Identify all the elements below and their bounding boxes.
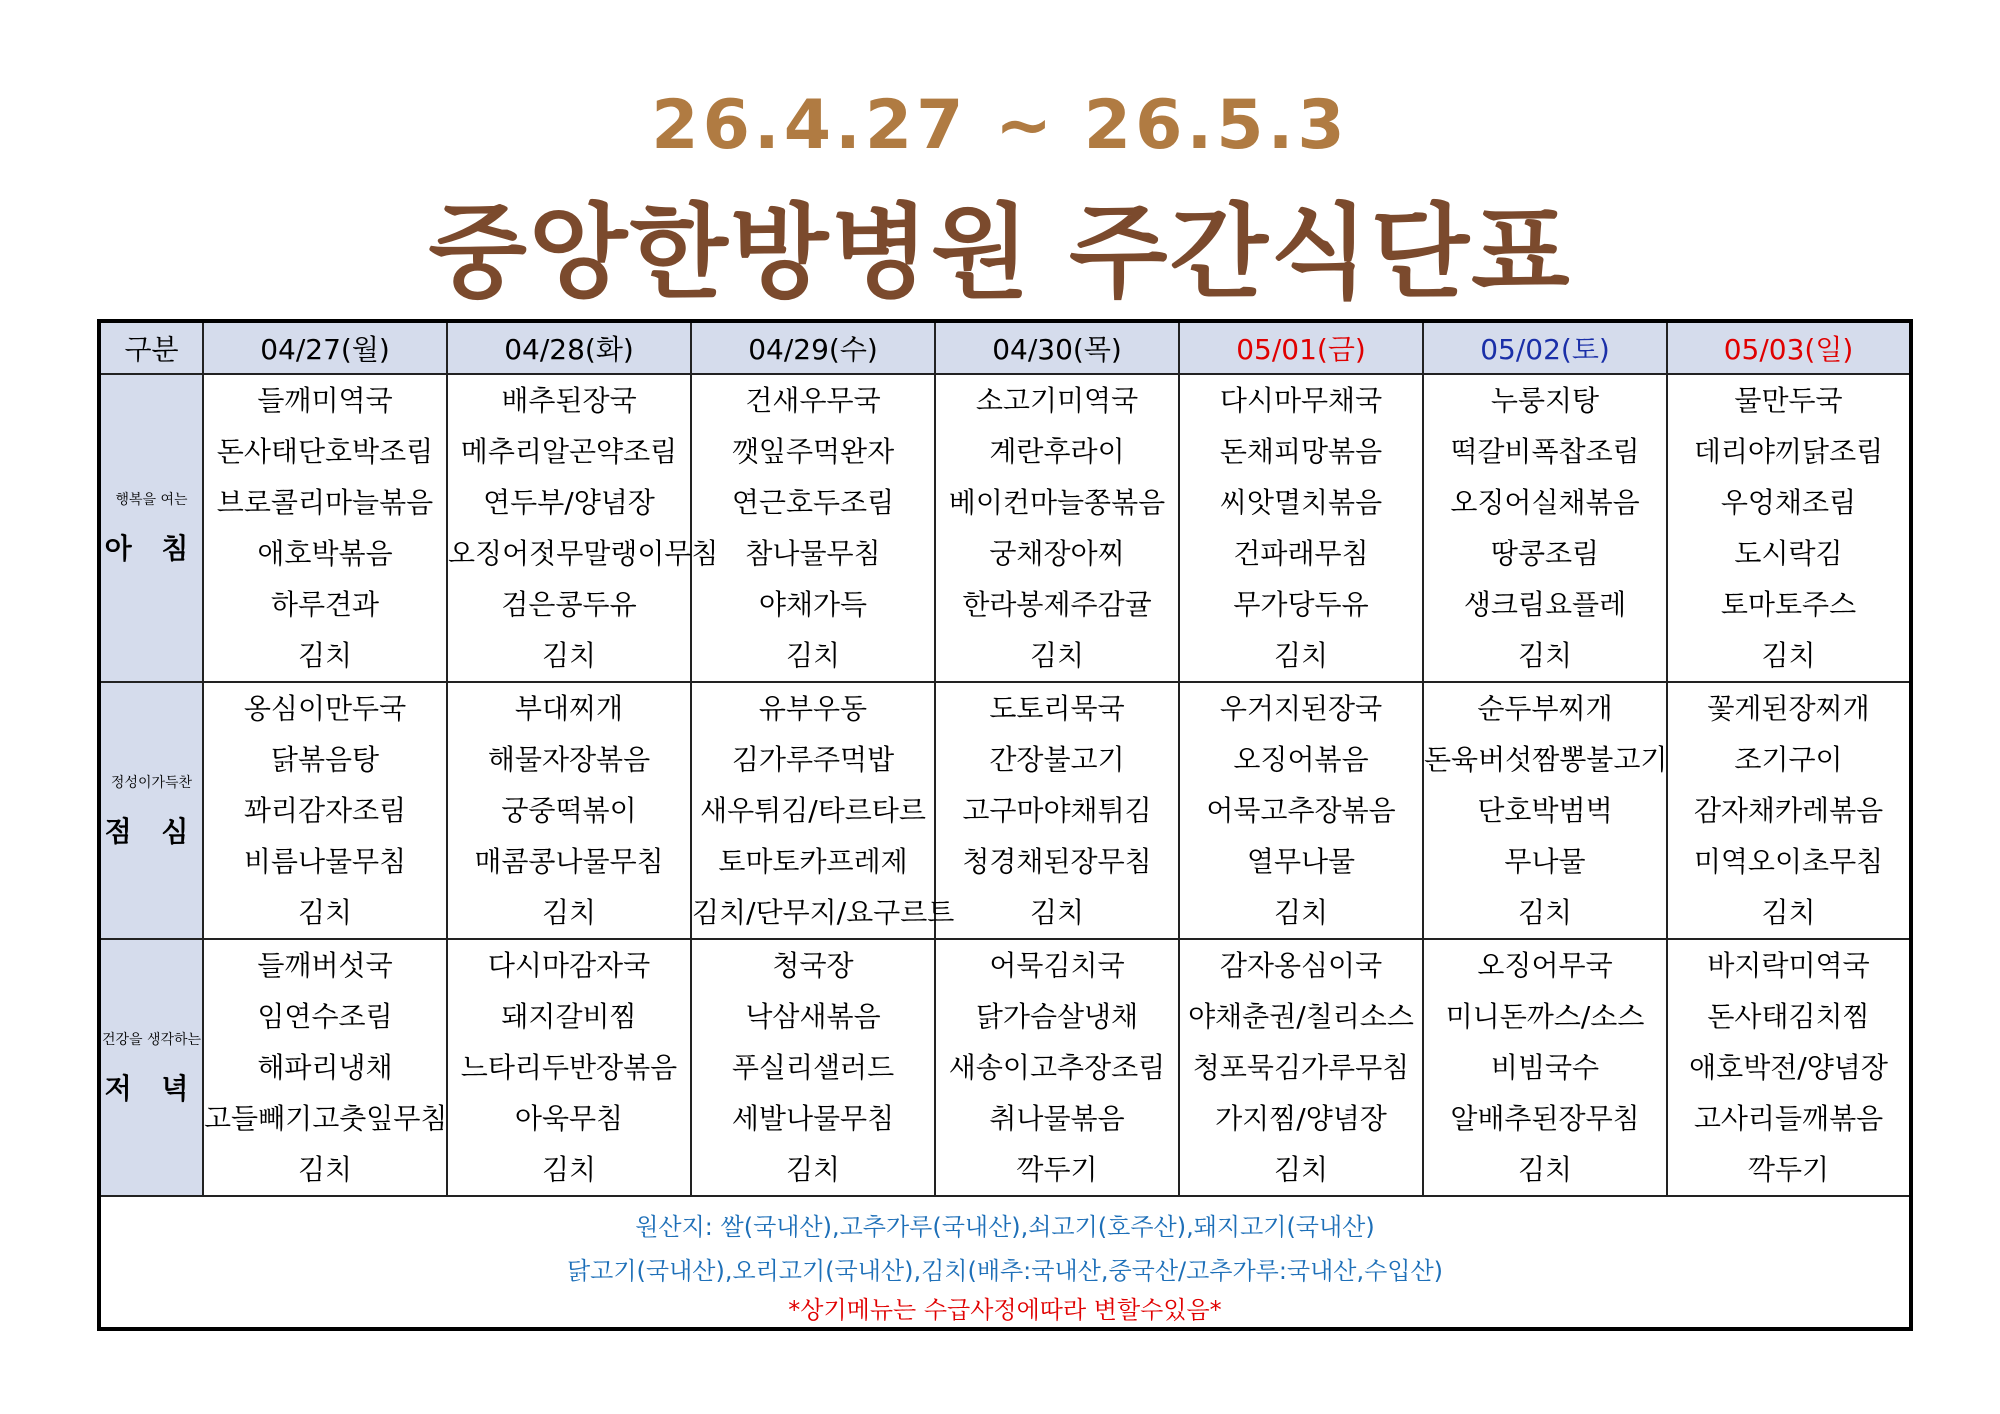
menu-cell-breakfast-sun [1667,374,1911,682]
dish-item: 땅콩조림 [1490,537,1600,570]
dish-item: 소고기미역국 [975,384,1139,417]
dish-item: 돈채피망볶음 [1219,435,1383,468]
meal-subtitle: 행복을 여는 [115,492,188,508]
dish-item: 오징어젓무말랭이무침 [448,537,719,570]
date-range-title: 26.4.27 ~ 26.5.3 [651,86,1349,165]
dish-item: 무나물 [1504,845,1586,878]
menu-cell-dinner-fri [1179,939,1423,1196]
dish-item: 오징어무국 [1477,949,1613,982]
dish-item: 비름나물무침 [243,845,407,878]
dish-item: 김치 [1517,639,1573,672]
dish-item: 청포묵김가루무침 [1192,1051,1410,1084]
menu-cell-breakfast-mon [203,374,447,682]
dish-item: 돈육버섯짬뽕불고기 [1424,743,1668,776]
dish-item: 김치 [1273,1153,1329,1186]
menu-cell-lunch-thu [935,682,1179,939]
menu-cell-lunch-mon [203,682,447,939]
dish-item: 김치 [1273,639,1329,672]
meal-subtitle: 정성이가득찬 [110,774,193,791]
origin-notice-box [99,1196,1911,1329]
dish-item: 하루견과 [270,588,380,621]
dish-item: 매콤콩나물무침 [474,845,664,878]
dish-item: 열무나물 [1246,845,1356,878]
dish-item: 무가당두유 [1233,588,1369,621]
dish-item: 애호박전/양념장 [1689,1051,1888,1084]
dish-item: 연근호두조림 [731,486,895,519]
dish-item: 데리야끼닭조림 [1693,435,1884,468]
dish-item: 옹심이만두국 [243,692,407,725]
dish-item: 김치 [1761,896,1816,929]
dish-item: 씨앗멸치볶음 [1219,486,1383,519]
dish-item: 청경채된장무침 [962,845,1152,878]
dish-item: 돈사태김치찜 [1707,1000,1870,1033]
dish-item: 깍두기 [1747,1153,1830,1186]
origin-line-1: 원산지: 쌀(국내산),고추가루(국내산),쇠고기(호주산),돼지고기(국내산) [635,1213,1375,1241]
menu-cell-lunch-fri [1179,682,1423,939]
menu-cell-breakfast-wed [691,374,935,682]
dish-item: 도시락김 [1734,537,1843,570]
dish-item: 한라봉제주감귤 [962,588,1152,621]
dish-item: 김치 [541,896,597,929]
header-row [99,321,1911,374]
dish-item: 낙삼새볶음 [745,1000,881,1033]
dish-item: 김치 [541,639,597,672]
meal-row-lunch [99,682,1911,939]
dish-item: 돈사태단호박조림 [216,435,434,468]
dish-item: 참나물무침 [745,537,881,570]
dish-item: 비빔국수 [1490,1051,1600,1084]
dish-item: 우거지된장국 [1219,692,1383,725]
menu-cell-breakfast-sat [1423,374,1667,682]
dish-item: 김치 [297,639,353,672]
dish-item: 떡갈비폭찹조림 [1450,435,1640,468]
dish-item: 들깨미역국 [257,384,393,417]
menu-cell-lunch-sun [1667,682,1911,939]
dish-item: 들깨버섯국 [257,949,393,982]
dish-item: 궁채장아찌 [989,537,1125,570]
dish-item: 꽃게된장찌개 [1707,692,1870,725]
dish-item: 취나물볶음 [989,1102,1125,1135]
menu-cell-dinner-wed [691,939,935,1196]
meal-name: 저 녁 [104,1071,199,1105]
dish-item: 김치/단무지/요구르트 [692,896,955,929]
dish-item: 미역오이초무침 [1693,845,1884,878]
dish-item: 아욱무침 [514,1102,624,1135]
day-header-mon: 04/27(월) [203,321,447,374]
dish-item: 김치 [1517,896,1573,929]
origin-line-2: 닭고기(국내산),오리고기(국내산),김치(배추:국내산,중국산/고추가루:국내산,수입산) [566,1257,1444,1285]
dish-item: 어묵김치국 [989,949,1125,982]
dish-item: 김치 [1029,639,1085,672]
menu-cell-breakfast-fri [1179,374,1423,682]
dish-item: 고구마야채튀김 [962,794,1152,827]
dish-item: 돼지갈비찜 [501,1000,637,1033]
meal-row-breakfast [99,374,1911,682]
meal-subtitle: 건강을 생각하는 [101,1031,202,1048]
dish-item: 야채가득 [758,588,868,621]
dish-item: 김치 [1761,639,1816,672]
weekly-menu-table [97,319,1913,1331]
page-title: 중앙한방병원 주간식단표 [428,194,1572,313]
dish-item: 감자옹심이국 [1219,949,1383,982]
dish-item: 간장불고기 [989,743,1125,776]
dish-item: 건새우무국 [745,384,881,417]
dish-item: 느타리두반장볶음 [460,1051,678,1084]
dish-item: 단호박범벅 [1477,794,1613,827]
menu-cell-dinner-mon [203,939,447,1196]
dish-item: 깻잎주먹완자 [731,435,895,468]
dish-item: 오징어볶음 [1233,743,1369,776]
menu-cell-breakfast-thu [935,374,1179,682]
dish-item: 푸실리샐러드 [731,1051,895,1084]
dish-item: 세발나물무침 [731,1102,895,1135]
dish-item: 계란후라이 [989,435,1125,468]
dish-item: 임연수조림 [257,1000,393,1033]
menu-cell-dinner-tue [447,939,691,1196]
dish-item: 베이컨마늘쫑볶음 [948,486,1166,519]
dish-item: 도토리묵국 [989,692,1125,725]
dish-item: 바지락미역국 [1707,949,1870,982]
dish-item: 미니돈까스/소스 [1445,1000,1645,1033]
footer-row [99,1196,1911,1329]
dish-item: 김치 [1517,1153,1573,1186]
dish-item: 해물자장볶음 [487,743,651,776]
menu-cell-lunch-tue [447,682,691,939]
menu-change-notice: *상기메뉴는 수급사정에따라 변할수있음* [788,1296,1222,1324]
dish-item: 토마토카프레제 [718,845,908,878]
day-header-wed: 04/29(수) [691,321,935,374]
dish-item: 해파리냉채 [257,1051,393,1084]
dish-item: 순두부찌개 [1477,692,1613,725]
dish-item: 꽈리감자조림 [243,794,407,827]
dish-item: 다시마감자국 [487,949,651,982]
dish-item: 야채춘권/칠리소스 [1188,1000,1414,1033]
dish-item: 검은콩두유 [501,588,637,621]
dish-item: 오징어실채볶음 [1450,486,1640,519]
dish-item: 가지찜/양념장 [1215,1102,1387,1135]
dish-item: 연두부/양념장 [483,486,655,519]
dish-item: 김치 [297,1153,353,1186]
dish-item: 감자채카레볶음 [1693,794,1884,827]
day-header-fri: 05/01(금) [1179,321,1423,374]
meal-label-cell [99,374,203,682]
day-header-sat: 05/02(토) [1423,321,1667,374]
day-header-sun: 05/03(일) [1667,321,1911,374]
dish-item: 생크림요플레 [1463,588,1627,621]
dish-item: 다시마무채국 [1219,384,1383,417]
dish-item: 건파래무침 [1233,537,1369,570]
dish-item: 어묵고추장볶음 [1206,794,1396,827]
menu-cell-dinner-sat [1423,939,1667,1196]
dish-item: 김치 [785,639,841,672]
meal-label-cell [99,682,203,939]
dish-item: 궁중떡볶이 [501,794,637,827]
dish-item: 김치 [1273,896,1329,929]
menu-cell-dinner-thu [935,939,1179,1196]
dish-item: 김가루주먹밥 [731,743,895,776]
dish-item: 김치 [541,1153,597,1186]
meal-name: 점 심 [104,814,199,848]
dish-item: 김치 [1029,896,1085,929]
dish-item: 청국장 [772,949,854,982]
dish-item: 배추된장국 [501,384,637,417]
meal-row-dinner [99,939,1911,1196]
dish-item: 김치 [297,896,353,929]
dish-item: 브로콜리마늘볶음 [216,486,434,519]
dish-item: 김치 [785,1153,841,1186]
dish-item: 새송이고추장조림 [948,1051,1166,1084]
dish-item: 우엉채조림 [1720,486,1857,519]
dish-item: 애호박볶음 [257,537,393,570]
dish-item: 유부우동 [758,692,868,725]
dish-item: 고사리들깨볶음 [1693,1102,1884,1135]
day-header-thu: 04/30(목) [935,321,1179,374]
menu-cell-breakfast-tue [447,374,719,682]
meal-name: 아 침 [104,532,199,565]
dish-item: 고들빼기고춧잎무침 [204,1102,448,1135]
dish-item: 물만두국 [1734,384,1843,417]
dish-item: 닭볶음탕 [270,743,380,776]
meal-label-cell [99,939,203,1196]
menu-cell-dinner-sun [1667,939,1911,1196]
dish-item: 부대찌개 [514,692,624,725]
dish-item: 누룽지탕 [1490,384,1600,417]
menu-cell-lunch-sat [1423,682,1667,939]
dish-item: 새우튀김/타르타르 [700,794,926,827]
category-header: 구분 [99,321,203,374]
day-header-tue: 04/28(화) [447,321,691,374]
dish-item: 닭가슴살냉채 [975,1000,1139,1033]
menu-cell-lunch-wed [691,682,955,939]
dish-item: 토마토주스 [1720,588,1857,621]
dish-item: 조기구이 [1734,743,1843,776]
dish-item: 깍두기 [1016,1153,1098,1186]
dish-item: 메추리알곤약조림 [460,435,678,468]
dish-item: 알배추된장무침 [1450,1102,1640,1135]
